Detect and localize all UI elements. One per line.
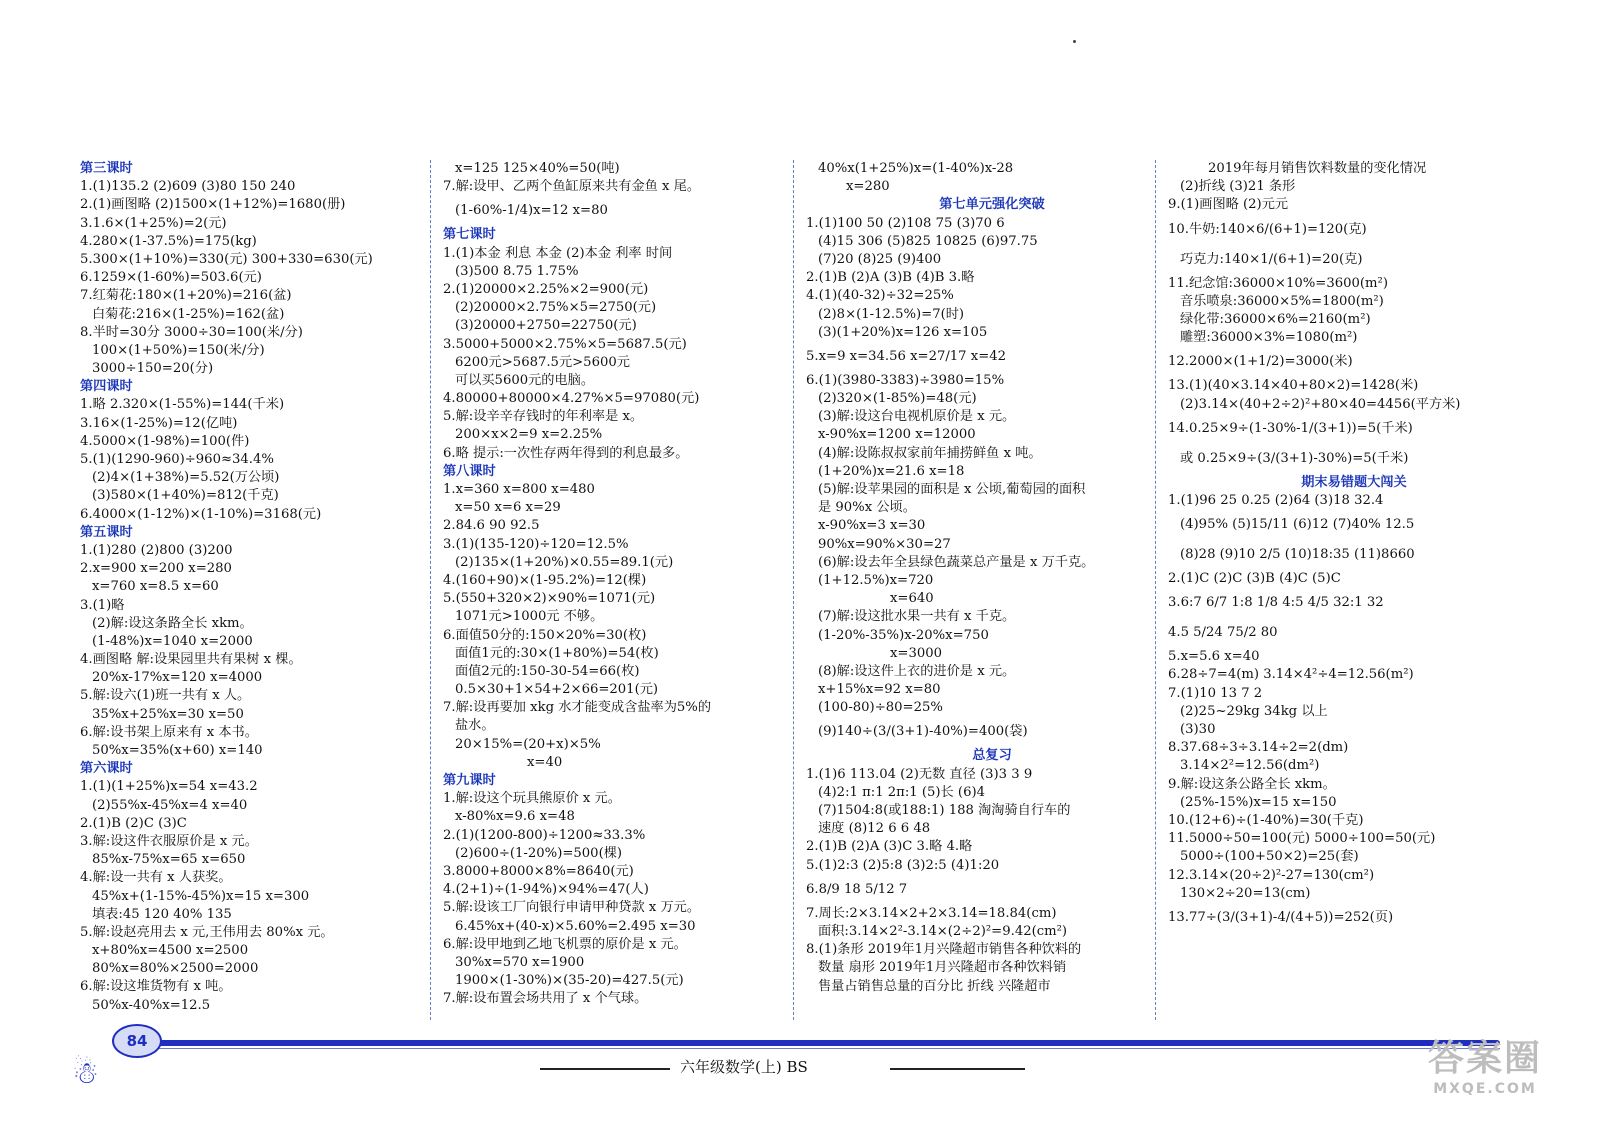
answer-line: 1071元>1000元 不够。 — [455, 609, 604, 625]
footer-wave-line — [120, 1040, 1500, 1046]
answer-line: 11.5000÷50=100(元) 5000÷100=50(元) — [1168, 831, 1436, 847]
answer-line: 售量占销售总量的百分比 折线 兴隆超市 — [818, 978, 1051, 994]
answer-line: (5)解:设苹果园的面积是 x 公顷,葡萄园的面积 — [818, 482, 1086, 497]
answer-line: 5000÷(100+50×2)=25(套) — [1180, 849, 1359, 865]
answer-line: 6.面值50分的:150×20%=30(枚) — [443, 627, 647, 643]
answer-line: 1.(1)100 50 (2)108 75 (3)70 6 — [806, 215, 1005, 231]
answer-line: 5.解:设赵亮用去 x 元,王伟用去 80%x 元。 — [80, 924, 334, 940]
answer-line: x+15%x=92 x=80 — [818, 682, 941, 698]
answer-line: (9)140÷(3/(3+1)-40%)=400(袋) — [818, 724, 1028, 740]
answer-line: (7)解:设这批水果一共有 x 千克。 — [818, 609, 1016, 625]
answer-line: 3.1.6×(1+25%)=2(元) — [80, 215, 227, 231]
answer-line: 2.(1)B (2)C (3)C — [80, 815, 187, 831]
answer-line: 6.(1)(3980-3383)÷3980=15% — [806, 372, 1005, 388]
answer-line: 3.解:设这件衣服原价是 x 元。 — [80, 833, 258, 849]
answer-line: 白菊花:216×(1-25%)=162(盆) — [92, 306, 285, 322]
answer-line: 1.(1)6 113.04 (2)无数 直径 (3)3 3 9 — [806, 766, 1033, 782]
answer-line: 3.(1)(135-120)÷120=12.5% — [443, 536, 629, 552]
answer-line: 5.300×(1+10%)=330(元) 300+330=630(元) — [80, 251, 373, 267]
answer-line: 6.4000×(1-12%)×(1-10%)=3168(元) — [80, 506, 322, 522]
answer-line: 可以买5600元的电脑。 — [455, 372, 595, 388]
answer-line: 12.3.14×(20÷2)²-27=130(cm²) — [1168, 867, 1375, 883]
answer-line: 2.(1)20000×2.25%×2=900(元) — [443, 281, 649, 297]
answer-column-2 — [443, 160, 815, 1008]
answer-line: 14.0.25×9÷(1-30%-1/(3+1))=5(千米) — [1168, 420, 1413, 436]
answer-line: 2.(1)B (2)A (3)B (4)B 3.略 — [806, 270, 975, 286]
answer-line: (2)解:设这条路全长 xkm。 — [92, 615, 253, 631]
answer-line: 3.16×(1-25%)=12(亿吨) — [80, 415, 238, 431]
answer-line: (1+12.5%)x=720 — [818, 572, 934, 588]
answer-line: (8)28 (9)10 2/5 (10)18:35 (11)8660 — [1180, 547, 1415, 563]
answer-line: 90%x=90%×30=27 — [818, 536, 951, 552]
answer-line: (4)解:设陈叔叔家前年捕捞鲜鱼 x 吨。 — [818, 445, 1042, 461]
answer-line: 4.5 5/24 75/2 80 — [1168, 625, 1278, 641]
answer-line: 面值1元的:30×(1+80%)=54(枚) — [455, 645, 659, 661]
answer-line: 是 90%x 公顷。 — [818, 500, 916, 516]
answer-line: (3)20000+2750=22750(元) — [455, 318, 637, 334]
answer-line: 2.x=900 x=200 x=280 — [80, 561, 232, 577]
section-heading: 总复习 — [972, 748, 1012, 764]
answer-line: (2)135×(1+20%)×0.55=89.1(元) — [455, 554, 674, 570]
footer-rule-left — [540, 1068, 670, 1070]
answer-line: 8.半时=30分 3000÷30=100(米/分) — [80, 324, 303, 340]
answer-line: (2)4×(1+38%)=5.52(万公顷) — [92, 470, 280, 486]
answer-line: 4.5000×(1-98%)=100(件) — [80, 433, 250, 449]
footer-rule-right — [890, 1068, 1025, 1070]
answer-line: 3.8000+8000×8%=8640(元) — [443, 863, 634, 879]
answer-line: (6)解:设去年全县绿色蔬菜总产量是 x 万千克。 — [818, 554, 1095, 570]
answer-line: 1.x=360 x=800 x=480 — [443, 482, 595, 497]
answer-line: 20×15%=(20+x)×5% — [455, 736, 601, 752]
answer-line: 9.解:设这条公路全长 xkm。 — [1168, 776, 1336, 792]
answer-line: 雕塑:36000×3%=1080(m²) — [1180, 330, 1358, 346]
answer-line: 6.45%x+(40-x)×5.60%=2.495 x=30 — [455, 918, 696, 934]
answer-line: (3)(1+20%)x=126 x=105 — [818, 324, 988, 340]
answer-line: 1.(1)本金 利息 本金 (2)本金 利率 时间 — [443, 245, 673, 261]
answer-line: 7.解:设布置会场共用了 x 个气球。 — [443, 991, 648, 1007]
section-heading: 第八课时 — [443, 463, 496, 479]
answer-line: (4)2:1 π:1 2π:1 (5)长 (6)4 — [818, 784, 986, 800]
answer-line: (2)3.14×(40+2÷2)²+80×40=4456(平方米) — [1180, 396, 1461, 412]
answer-line: 5.(1)(1290-960)÷960≈34.4% — [80, 452, 274, 467]
answer-line: 速度 (8)12 6 6 48 — [818, 821, 931, 837]
answer-line: 4.(160+90)×(1-95.2%)=12(棵) — [443, 572, 647, 588]
answer-line: 3.(1)略 — [80, 597, 125, 613]
answer-line: 5.(550+320×2)×90%=1071(元) — [443, 591, 656, 607]
answer-line: x=760 x=8.5 x=60 — [92, 579, 219, 595]
answer-line: 35%x+25%x=30 x=50 — [92, 706, 244, 722]
answer-line: (3)580×(1+40%)=812(千克) — [92, 488, 279, 504]
answer-line: 6.28÷7=4(m) 3.14×4²÷4=12.56(m²) — [1168, 667, 1414, 683]
answer-line: 3.14×2²=12.56(dm²) — [1180, 758, 1320, 774]
section-heading: 第三课时 — [80, 161, 133, 176]
answer-line: 盐水。 — [455, 718, 495, 734]
answer-line: 4.(1)(40-32)÷32=25% — [806, 288, 954, 304]
answer-line: (100-80)÷80=25% — [818, 700, 943, 716]
answer-column-4 — [1168, 160, 1540, 933]
answer-line: 5.x=9 x=34.56 x=27/17 x=42 — [806, 348, 1007, 364]
answer-line: (2)55%x-45%x=4 x=40 — [92, 797, 248, 813]
answer-line: 40%x(1+25%)x=(1-40%)x-28 — [818, 161, 1014, 176]
answer-line: 5.解:设辛辛存钱时的年利率是 x。 — [443, 409, 644, 425]
answer-line: 13.77÷(3/(3+1)-4/(4+5))=252(页) — [1168, 909, 1394, 925]
answer-line: 0.5×30+1×54+2×66=201(元) — [455, 682, 659, 698]
watermark-logo: 答案圈 MXQE.COM — [1427, 1038, 1542, 1097]
answer-line: (7)1504:8(或188:1) 188 淘淘骑自行车的 — [818, 803, 1071, 818]
answer-line: 2019年每月销售饮料数量的变化情况 — [1208, 161, 1427, 176]
answer-line: (2)折线 (3)21 条形 — [1180, 179, 1296, 195]
section-heading: 第七单元强化突破 — [939, 197, 1045, 213]
answer-line: 3000÷150=20(分) — [92, 361, 214, 377]
answer-line: x-90%x=1200 x=12000 — [818, 427, 976, 443]
answer-line: 2.84.6 90 92.5 — [443, 518, 540, 534]
answer-line: 45%x+(1-15%-45%)x=15 x=300 — [92, 888, 310, 904]
answer-line: (1-20%-35%)x-20%x=750 — [818, 627, 989, 643]
answer-line: (25%-15%)x=15 x=150 — [1180, 794, 1337, 810]
answer-line: (2)320×(1-85%)=48(元) — [818, 391, 977, 407]
answer-line: 绿化带:36000×6%=2160(m²) — [1180, 311, 1371, 327]
answer-line: 或 0.25×9÷(3/(3+1)-30%)=5(千米) — [1180, 450, 1409, 466]
column-divider — [793, 160, 794, 1020]
answer-line: x=3000 — [890, 645, 943, 661]
answer-line: 1.(1)(1+25%)x=54 x=43.2 — [80, 779, 258, 795]
section-heading: 第九课时 — [443, 773, 496, 788]
answer-line: 3.6:7 6/7 1:8 1/8 4:5 4/5 32:1 32 — [1168, 595, 1384, 611]
page-number: 84 — [112, 1024, 162, 1058]
answer-line: 填表:45 120 40% 135 — [92, 906, 232, 922]
footer-thin-line — [120, 1048, 1500, 1049]
column-divider — [1155, 160, 1156, 1020]
answer-line: (7)20 (8)25 (9)400 — [818, 251, 942, 267]
answer-line: 6.解:设这堆货物有 x 吨。 — [80, 979, 232, 995]
answer-line: x=40 — [527, 754, 563, 770]
answer-line: 1.(1)96 25 0.25 (2)64 (3)18 32.4 — [1168, 492, 1384, 508]
answer-line: 4.280×(1-37.5%)=175(kg) — [80, 233, 257, 249]
answer-line: 5.解:设该工厂向银行申请甲种贷款 x 万元。 — [443, 900, 701, 916]
answer-line: 13.(1)(40×3.14×40+80×2)=1428(米) — [1168, 378, 1419, 394]
answer-line: 数量 扇形 2019年1月兴隆超市各种饮料销 — [818, 960, 1067, 976]
answer-line: 7.周长:2×3.14×2+2×3.14=18.84(cm) — [806, 905, 1057, 921]
answer-line: 9.(1)画图略 (2)元元 — [1168, 197, 1289, 213]
answer-line: 130×2÷20=13(cm) — [1180, 885, 1311, 901]
answer-line: 100×(1+50%)=150(米/分) — [92, 342, 265, 358]
answer-line: 6.略 提示:一次性存两年得到的利息最多。 — [443, 445, 689, 461]
answer-line: 4.解:设一共有 x 人获奖。 — [80, 870, 232, 886]
answer-column-1 — [80, 160, 452, 1015]
answer-line: (3)解:设这台电视机原价是 x 元。 — [818, 409, 1016, 425]
answer-line: 10.牛奶:140×6/(6+1)=120(克) — [1168, 221, 1367, 237]
answer-line: 6200元>5687.5元>5600元 — [455, 354, 630, 370]
answer-line: (1-48%)x=1040 x=2000 — [92, 633, 253, 649]
section-heading: 第六课时 — [80, 761, 133, 777]
answer-line: 6.8/9 18 5/12 7 — [806, 881, 908, 897]
answer-line: 2.(1)画图略 (2)1500×(1+12%)=1680(册) — [80, 197, 346, 213]
answer-line: 80%x=80%×2500=2000 — [92, 961, 259, 977]
answer-line: 1.略 2.320×(1-55%)=144(千米) — [80, 397, 285, 413]
answer-line: 11.纪念馆:36000×10%=3600(m²) — [1168, 275, 1388, 291]
answer-line: 4.画图略 解:设果园里共有果树 x 棵。 — [80, 652, 302, 668]
section-heading: 第七课时 — [443, 227, 496, 243]
answer-line: 8.(1)条形 2019年1月兴隆超市销售各种饮料的 — [806, 942, 1082, 958]
answer-line: 85%x-75%x=65 x=650 — [92, 852, 246, 868]
answer-line: x=50 x=6 x=29 — [455, 500, 561, 516]
answer-line: 50%x-40%x=12.5 — [92, 997, 211, 1013]
answer-column-3 — [806, 160, 1178, 996]
answer-line: 7.解:设甲、乙两个鱼缸原来共有金鱼 x 尾。 — [443, 179, 701, 195]
answer-line: 2.(1)(1200-800)÷1200≈33.3% — [443, 827, 646, 843]
answer-line: (8)解:设这件上衣的进价是 x 元。 — [818, 663, 1016, 679]
answer-line: 50%x=35%(x+60) x=140 — [92, 743, 263, 758]
footer-title: 六年级数学(上) BS — [680, 1058, 808, 1076]
answer-line: 2.(1)B (2)A (3)C 3.略 4.略 — [806, 839, 973, 855]
answer-line: 6.解:设书架上原来有 x 本书。 — [80, 724, 258, 740]
answer-line: (2)8×(1-12.5%)=7(时) — [818, 306, 965, 322]
answer-line: x=125 125×40%=50(吨) — [455, 161, 620, 176]
answer-line: 4.80000+80000×4.27%×5=97080(元) — [443, 391, 700, 407]
answer-line: x+80%x=4500 x=2500 — [92, 943, 249, 959]
section-heading: 第五课时 — [80, 524, 133, 540]
answer-line: (2)20000×2.75%×5=2750(元) — [455, 300, 657, 316]
section-heading: 期末易错题大闯关 — [1301, 474, 1407, 490]
answer-line: 2.(1)C (2)C (3)B (4)C (5)C — [1168, 571, 1341, 587]
answer-line: 音乐喷泉:36000×5%=1800(m²) — [1180, 293, 1384, 309]
answer-line: 4.(2+1)÷(1-94%)×94%=47(人) — [443, 882, 649, 898]
answer-line: (2)25~29kg 34kg 以上 — [1180, 703, 1328, 719]
answer-line: 巧克力:140×1/(6+1)=20(克) — [1180, 251, 1363, 267]
mascot-icon: ☃ — [72, 1056, 99, 1091]
answer-line: 30%x=570 x=1900 — [455, 954, 585, 970]
answer-line: (2)600÷(1-20%)=500(棵) — [455, 845, 623, 861]
answer-line: 5.x=5.6 x=40 — [1168, 649, 1260, 665]
answer-line: 3.5000+5000×2.75%×5=5687.5(元) — [443, 336, 687, 352]
answer-line: (1-60%-1/4)x=12 x=80 — [455, 203, 608, 219]
answer-line: 1.(1)280 (2)800 (3)200 — [80, 542, 233, 558]
answer-line: (1+20%)x=21.6 x=18 — [818, 463, 965, 479]
answer-line: 5.解:设六(1)班一共有 x 人。 — [80, 688, 251, 704]
answer-line: 面值2元的:150-30-54=66(枚) — [455, 663, 640, 679]
answer-line: 7.红菊花:180×(1+20%)=216(盆) — [80, 288, 292, 304]
answer-line: 5.(1)2:3 (2)5:8 (3)2:5 (4)1:20 — [806, 857, 1000, 873]
answer-line: 8.37.68÷3÷3.14÷2=2(dm) — [1168, 740, 1349, 756]
answer-line: 10.(12+6)÷(1-40%)=30(千克) — [1168, 812, 1364, 828]
answer-line: 6.解:设甲地到乙地飞机票的原价是 x 元。 — [443, 936, 687, 952]
answer-line: 1.(1)135.2 (2)609 (3)80 150 240 — [80, 179, 296, 195]
answer-line: (3)30 — [1180, 722, 1216, 737]
answer-line: x=640 — [890, 591, 934, 607]
answer-line: 1900×(1-30%)×(35-20)=427.5(元) — [455, 973, 684, 989]
answer-line: x-80%x=9.6 x=48 — [455, 809, 575, 825]
answer-line: (4)95% (5)15/11 (6)12 (7)40% 12.5 — [1180, 517, 1415, 533]
answer-line: (3)500 8.75 1.75% — [455, 263, 579, 279]
answer-line: 200×x×2=9 x=2.25% — [455, 427, 603, 443]
answer-line: 6.1259×(1-60%)=503.6(元) — [80, 270, 262, 286]
answer-line: 12.2000×(1+1/2)=3000(米) — [1168, 354, 1353, 370]
answer-line: 20%x-17%x=120 x=4000 — [92, 670, 263, 686]
section-heading: 第四课时 — [80, 379, 133, 395]
answer-line: 7.解:设再要加 xkg 水才能变成含盐率为5%的 — [443, 700, 712, 716]
answer-line: x=280 — [846, 179, 890, 195]
answer-line: x-90%x=3 x=30 — [818, 518, 926, 534]
speck — [1073, 40, 1076, 43]
column-divider — [430, 160, 431, 1020]
answer-line: 1.解:设这个玩具熊原价 x 元。 — [443, 791, 621, 807]
answer-line: (4)15 306 (5)825 10825 (6)97.75 — [818, 233, 1038, 249]
answer-line: 7.(1)10 13 7 2 — [1168, 685, 1263, 701]
answer-line: 面积:3.14×2²-3.14×(2÷2)²=9.42(cm²) — [818, 923, 1068, 939]
